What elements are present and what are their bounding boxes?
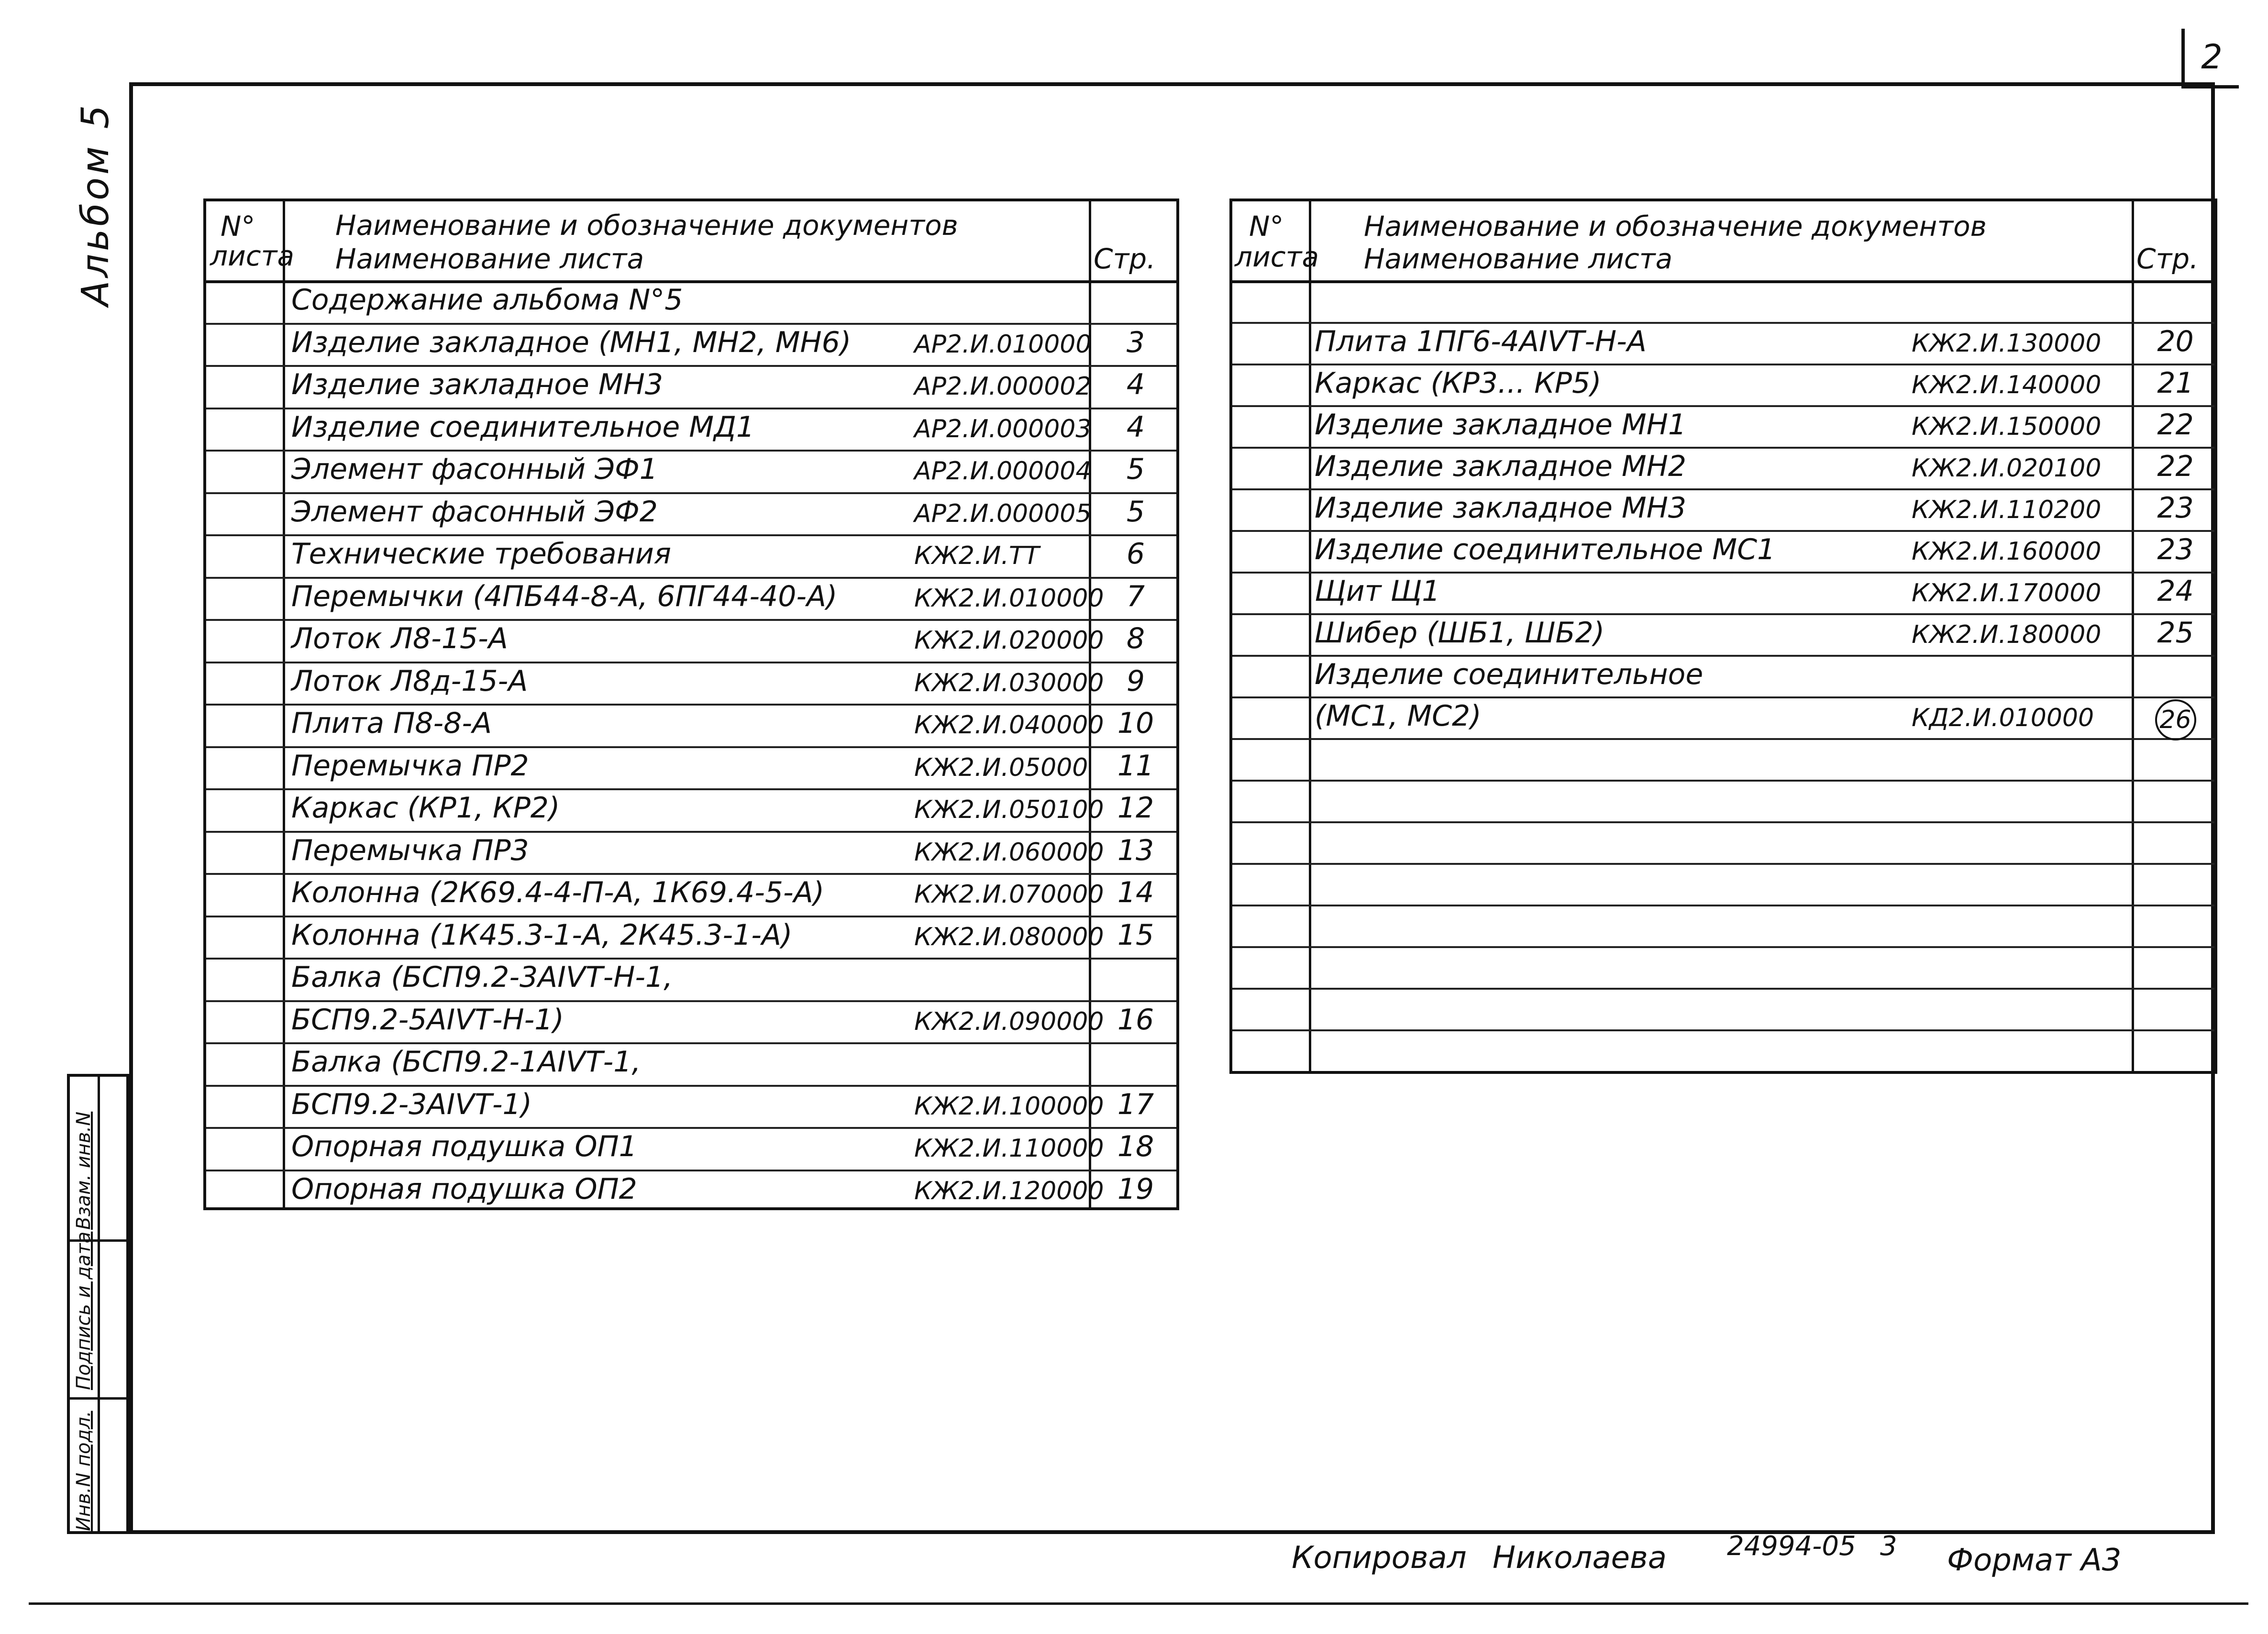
row-name: Элемент фасонный ЭФ2 [291, 495, 658, 529]
row-divider [206, 492, 1176, 494]
row-page: 20 [2157, 325, 2194, 358]
row-name: Перемычка ПР2 [291, 749, 529, 783]
row-divider [206, 365, 1176, 367]
row-name: Изделие закладное МН3 [1315, 491, 1687, 525]
stamp-label-inv: Инв.N подл. [73, 1411, 95, 1531]
row-page: 22 [2157, 450, 2194, 483]
header-name-line2: Наименование листа [1364, 243, 1673, 275]
row-page: 13 [1117, 833, 1154, 867]
stamp-strip [67, 1074, 129, 1534]
row-page: 19 [1117, 1172, 1154, 1206]
row-name: Содержание альбома N°5 [291, 283, 683, 317]
row-name: Лоток Л8д-15-А [291, 664, 528, 698]
header-name-line2: Наименование листа [335, 243, 644, 275]
row-name: Щит Щ1 [1315, 574, 1440, 608]
row-divider [1232, 780, 2214, 782]
row-name: Изделие соединительное [1315, 658, 1704, 691]
row-page: 22 [2157, 408, 2194, 442]
row-divider [1232, 405, 2214, 407]
row-divider [206, 662, 1176, 663]
row-divider [206, 323, 1176, 325]
row-name: БСП9.2-5АIVТ-Н-1) [291, 1003, 564, 1037]
row-divider [206, 534, 1176, 536]
row-code: КД2.И.010000 [1912, 704, 2094, 732]
row-divider [206, 1042, 1176, 1044]
row-page: 25 [2157, 616, 2194, 650]
row-name: Каркас (КР3... КР5) [1315, 366, 1602, 400]
bottom-trim-line [29, 1602, 2248, 1605]
row-code: КЖ2.И.05000 [914, 753, 1088, 782]
row-name: Опорная подушка ОП2 [291, 1172, 637, 1206]
header-page: Стр. [2136, 243, 2199, 275]
row-name: Шибер (ШБ1, ШБ2) [1315, 616, 1605, 650]
row-divider [1232, 530, 2214, 532]
album-title: Альбом 5 [74, 102, 117, 306]
row-divider [206, 577, 1176, 579]
row-name: Каркас (КР1, КР2) [291, 791, 560, 825]
row-page: 10 [1117, 707, 1154, 740]
row-name: Опорная подушка ОП1 [291, 1130, 637, 1163]
row-divider [206, 831, 1176, 833]
row-divider [1232, 1029, 2214, 1031]
row-page: 9 [1126, 664, 1145, 698]
row-code: КЖ2.И.110000 [914, 1134, 1104, 1163]
row-page: 11 [1117, 749, 1154, 783]
row-divider [206, 958, 1176, 960]
row-divider [206, 916, 1176, 917]
row-name: Перемычка ПР3 [291, 833, 529, 867]
copied-by-label: Копировал [1292, 1540, 1467, 1576]
header-num-line1: N° [1249, 210, 1284, 243]
row-code: АР2.И.000005 [914, 499, 1092, 528]
row-code: КЖ2.И.020100 [1912, 454, 2102, 483]
row-page: 23 [2157, 491, 2194, 525]
row-divider [1232, 696, 2214, 698]
row-name: Перемычки (4ПБ44-8-А, 6ПГ44-40-А) [291, 579, 838, 613]
row-divider [206, 1127, 1176, 1129]
row-page: 7 [1126, 579, 1145, 613]
row-code: КЖ2.И.070000 [914, 880, 1104, 909]
stamp-label-signature: Подпись и дата [73, 1231, 95, 1390]
row-page: 15 [1117, 918, 1154, 952]
row-page: 12 [1117, 791, 1154, 825]
row-divider [1232, 447, 2214, 449]
row-code: КЖ2.И.ТТ [914, 541, 1040, 570]
row-page: 16 [1117, 1003, 1154, 1037]
row-page: 6 [1126, 537, 1145, 571]
stamp-label-vzam: Взам. инв.N [73, 1111, 95, 1230]
row-name: Изделие закладное МН2 [1315, 450, 1687, 483]
row-page: 23 [2157, 533, 2194, 566]
row-divider [1232, 364, 2214, 365]
row-page: 21 [2157, 366, 2194, 400]
row-code: КЖ2.И.130000 [1912, 329, 2102, 358]
sheet-number [2181, 29, 2239, 88]
row-name: Технические требования [291, 537, 671, 571]
row-name: Изделие закладное (МН1, МН2, МН6) [291, 325, 852, 359]
row-page: 24 [2157, 574, 2194, 608]
header-name-line1: Наименование и обозначение документов [1364, 210, 1987, 243]
row-page: 5 [1126, 453, 1145, 486]
row-page: 14 [1117, 876, 1154, 909]
row-code: КЖ2.И.010000 [914, 584, 1104, 613]
row-page: 18 [1117, 1130, 1154, 1163]
row-divider [206, 704, 1176, 706]
row-divider [1232, 322, 2214, 324]
document-number: 24994-05 [1727, 1531, 1856, 1562]
row-code: КЖ2.И.020000 [914, 626, 1104, 655]
row-name: (МС1, МС2) [1315, 699, 1482, 733]
header-divider [1232, 280, 2214, 283]
row-divider [1232, 738, 2214, 740]
row-code: КЖ2.И.060000 [914, 838, 1104, 867]
header-num-line1: N° [221, 210, 255, 243]
row-page [2134, 699, 2217, 740]
row-code: КЖ2.И.140000 [1912, 371, 2102, 399]
row-divider [206, 619, 1176, 621]
row-divider [1232, 988, 2214, 990]
row-code: КЖ2.И.040000 [914, 711, 1104, 740]
row-code: КЖ2.И.120000 [914, 1176, 1104, 1205]
strip-divider [98, 1077, 100, 1531]
document-sheet: 3 [1880, 1531, 1897, 1562]
row-name: БСП9.2-3АIVТ-1) [291, 1087, 532, 1121]
row-name: Изделие соединительное МД1 [291, 410, 755, 444]
row-page: 5 [1126, 495, 1145, 529]
row-divider [1232, 488, 2214, 490]
row-name: Колонна (1К45.3-1-А, 2К45.3-1-А) [291, 918, 793, 952]
row-divider [1232, 946, 2214, 948]
row-name: Плита П8-8-А [291, 707, 492, 740]
row-code: КЖ2.И.030000 [914, 668, 1104, 697]
row-page: 17 [1117, 1087, 1154, 1121]
paper-format: Формат А3 [1947, 1543, 2122, 1578]
row-name: Элемент фасонный ЭФ1 [291, 453, 658, 486]
row-divider [206, 1085, 1176, 1087]
row-code: КЖ2.И.110200 [1912, 496, 2102, 524]
contents-table-left [203, 199, 1179, 1210]
row-divider [206, 1000, 1176, 1002]
contents-table-right [1229, 199, 2217, 1074]
col-divider [1309, 201, 1311, 1071]
row-name: Изделие закладное МН1 [1315, 408, 1687, 442]
row-code: КЖ2.И.080000 [914, 922, 1104, 951]
header-num-line2: листа [1235, 241, 1319, 273]
row-name: Колонна (2К69.4-4-П-А, 1К69.4-5-А) [291, 876, 825, 909]
row-name: Балка (БСП9.2-3АIVТ-Н-1, [291, 961, 673, 994]
strip-row-divider [70, 1397, 126, 1400]
row-code: АР2.И.000003 [914, 414, 1092, 443]
row-code: КЖ2.И.180000 [1912, 620, 2102, 649]
row-divider [206, 1170, 1176, 1171]
row-divider [206, 450, 1176, 452]
row-divider [1232, 905, 2214, 906]
row-page: 8 [1126, 622, 1145, 655]
row-divider [206, 873, 1176, 875]
row-name: Лоток Л8-15-А [291, 622, 508, 655]
row-page: 4 [1126, 410, 1145, 444]
row-code: КЖ2.И.160000 [1912, 537, 2102, 566]
row-name: Изделие закладное МН3 [291, 368, 664, 401]
row-code: КЖ2.И.150000 [1912, 412, 2102, 441]
row-divider [1232, 572, 2214, 574]
row-page: 3 [1126, 325, 1145, 359]
row-divider [1232, 613, 2214, 615]
row-code: КЖ2.И.050100 [914, 795, 1104, 824]
row-divider [206, 408, 1176, 409]
row-code: КЖ2.И.100000 [914, 1092, 1104, 1121]
row-code: АР2.И.000002 [914, 372, 1092, 401]
header-num-line2: листа [210, 240, 294, 272]
row-page: 4 [1126, 368, 1145, 401]
row-name: Плита 1ПГ6-4АIVТ-Н-А [1315, 325, 1647, 358]
row-divider [1232, 821, 2214, 823]
row-name: Балка (БСП9.2-1АIVТ-1, [291, 1045, 641, 1079]
row-code: АР2.И.010000 [914, 330, 1092, 359]
row-divider [206, 746, 1176, 748]
row-code: КЖ2.И.170000 [1912, 579, 2102, 607]
row-divider [1232, 863, 2214, 865]
header-name-line1: Наименование и обозначение документов [335, 209, 958, 242]
copier-name: Николаева [1493, 1540, 1667, 1576]
row-divider [1232, 655, 2214, 657]
circled-page-number: 26 [2155, 699, 2196, 740]
row-divider [206, 788, 1176, 790]
sheet-number-text: 2 [2201, 37, 2223, 77]
row-code: КЖ2.И.090000 [914, 1007, 1104, 1036]
row-name: Изделие соединительное МС1 [1315, 533, 1776, 566]
row-code: АР2.И.000004 [914, 457, 1092, 486]
header-page: Стр. [1094, 243, 1156, 275]
